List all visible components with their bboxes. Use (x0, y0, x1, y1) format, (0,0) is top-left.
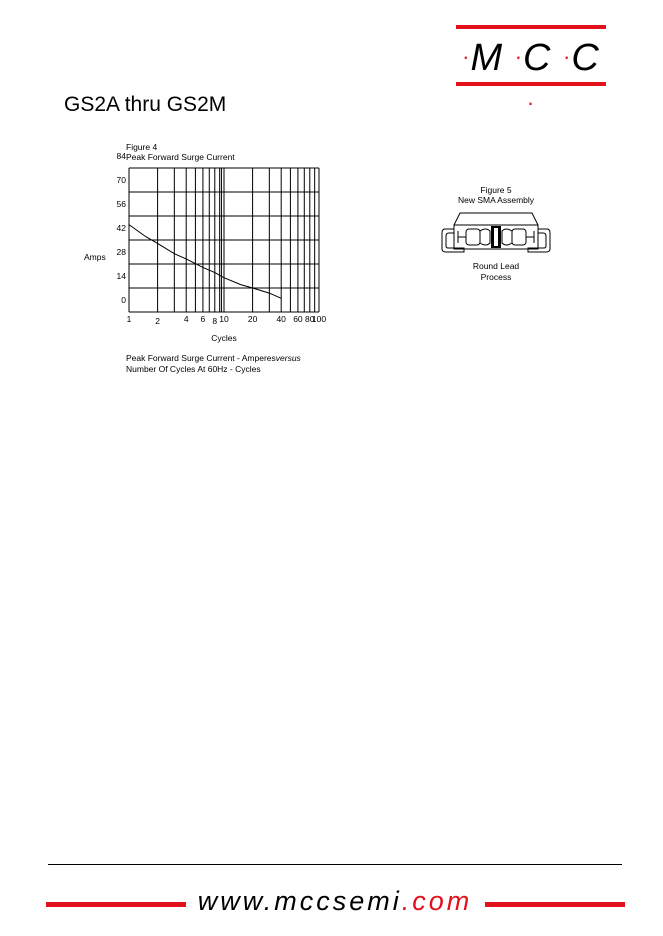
logo-dot: · (563, 43, 572, 69)
page-title: GS2A thru GS2M (64, 93, 227, 116)
surge-current-curve (129, 225, 281, 299)
y-tick-label: 42 (116, 223, 126, 233)
surge-current-chart (0, 0, 663, 400)
logo-letter-c1: C (523, 37, 552, 79)
logo-dot: · (526, 89, 536, 115)
figure4-caption-versus: versus (275, 353, 301, 363)
x-tick-label: 60 (293, 314, 303, 324)
figure4-title: Peak Forward Surge Current (126, 152, 235, 162)
y-tick-label: 56 (116, 199, 126, 209)
x-tick-label: 2 (155, 316, 160, 326)
figure5-caption-line2: Process (480, 272, 512, 282)
y-tick-label: 84 (116, 151, 126, 161)
figure5-caption-line1: Round Lead (472, 261, 520, 271)
logo-dot: · (514, 43, 524, 69)
figure5-title: New SMA Assembly (457, 195, 535, 205)
x-axis-label: Cycles (211, 333, 237, 343)
footer-red-bar-right (485, 902, 625, 907)
figure5-label: Figure 5 (480, 185, 512, 195)
x-tick-label: 40 (276, 314, 286, 324)
footer-red-bar-left (46, 902, 186, 907)
footer-url[interactable] (190, 886, 480, 917)
footer-url-prefix: www.mccsemi (197, 886, 402, 916)
footer-divider (48, 864, 622, 865)
x-tick-label: 100 (311, 314, 327, 324)
x-tick-label: 20 (247, 314, 258, 324)
x-tick-label: 8 (212, 316, 218, 326)
logo-letter-c2: C (571, 37, 600, 79)
y-tick-label: 28 (116, 247, 126, 257)
y-tick-label: 0 (121, 295, 126, 305)
figure4-label: Figure 4 (126, 142, 158, 152)
sma-assembly-diagram (440, 205, 552, 257)
footer-url-suffix: .com (401, 886, 473, 916)
y-tick-label: 70 (116, 175, 126, 185)
figure4-caption-text: Peak Forward Surge Current - Amperes (126, 353, 276, 363)
logo-letter-m: M (470, 37, 504, 79)
figure4-caption-line2: Number Of Cycles At 60Hz - Cycles (126, 364, 261, 374)
y-tick-label: 14 (116, 271, 126, 281)
x-tick-label: 4 (183, 314, 189, 324)
y-axis-label: Amps (84, 252, 106, 262)
figure4-caption-line1 (126, 353, 301, 363)
x-tick-label: 10 (219, 314, 229, 324)
x-tick-label: 80 (305, 314, 315, 324)
logo-dot: · (462, 43, 471, 69)
x-tick-label: 6 (200, 314, 206, 324)
x-tick-label: 1 (126, 314, 132, 324)
